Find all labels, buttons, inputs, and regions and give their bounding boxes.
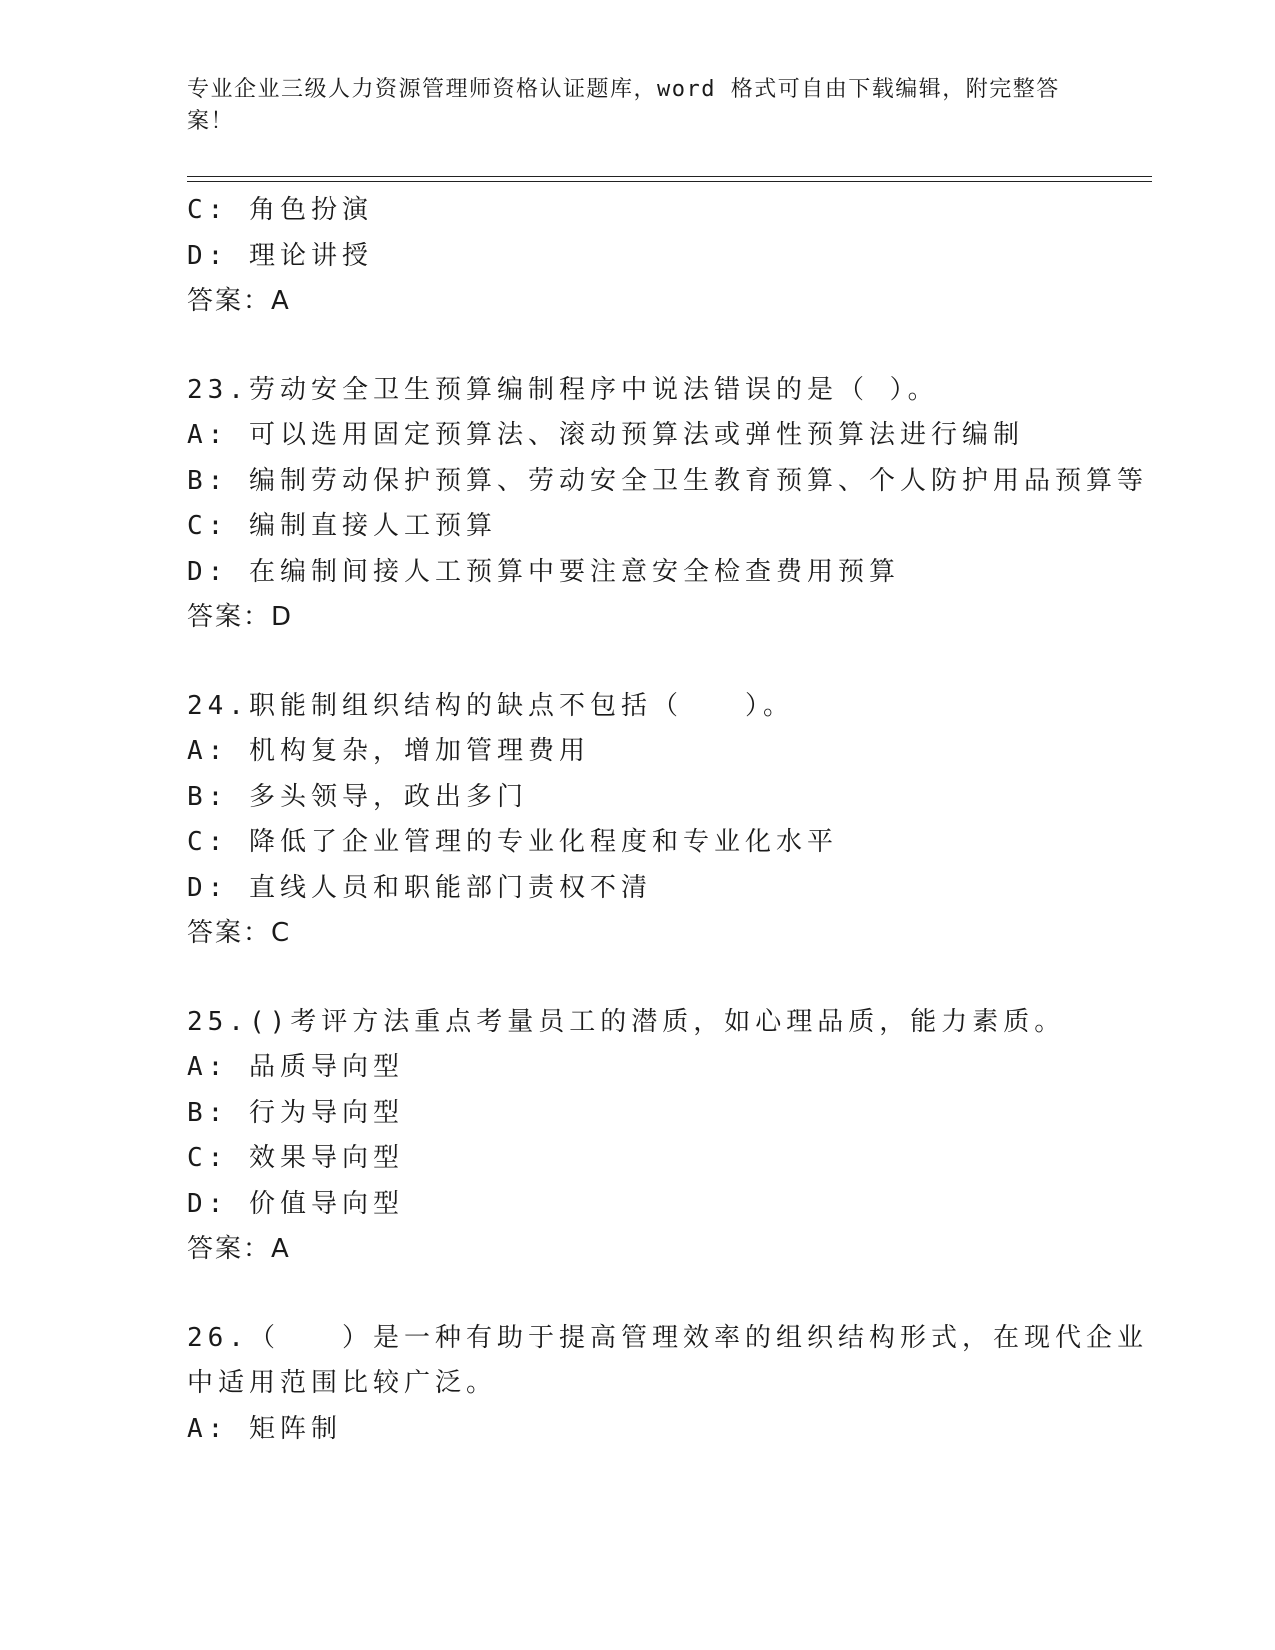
option-b: B: 编制劳动保护预算、劳动安全卫生教育预算、个人防护用品预算等 — [187, 465, 1148, 496]
question-stem: 23.劳动安全卫生预算编制程序中说法错误的是（ ）。 — [187, 374, 939, 405]
option-c: C: 编制直接人工预算 — [187, 511, 497, 541]
question-22-continued — [187, 188, 1087, 325]
option-d: D: 直线人员和职能部门责权不清 — [187, 872, 652, 903]
option-a: A: 可以选用固定预算法、滚动预算法或弹性预算法进行编制 — [187, 420, 1024, 450]
answer-line: 答案：D — [187, 602, 294, 632]
question-24 — [187, 684, 1087, 957]
header-divider-bottom — [187, 181, 1152, 182]
question-23 — [187, 368, 1148, 641]
option-d: D: 在编制间接人工预算中要注意安全检查费用预算 — [187, 556, 900, 587]
option-a: A: 机构复杂，增加管理费用 — [187, 736, 590, 766]
option-a: A: 品质导向型 — [187, 1052, 404, 1082]
answer-line: 答案：A — [187, 286, 291, 316]
question-26 — [187, 1316, 1148, 1453]
option-d: D: 价值导向型 — [187, 1188, 404, 1219]
answer-line: 答案：A — [187, 1234, 291, 1264]
answer-line: 答案：C — [187, 918, 292, 948]
option-c: C: 角色扮演 — [187, 195, 373, 225]
option-d: D: 理论讲授 — [187, 240, 373, 271]
option-b: B: 行为导向型 — [187, 1097, 404, 1128]
option-a: A: 矩阵制 — [187, 1413, 342, 1444]
option-c: C: 效果导向型 — [187, 1143, 404, 1173]
page-header: 专业企业三级人力资源管理师资格认证题库，word 格式可自由下载编辑，附完整答案！ — [187, 77, 1060, 134]
question-list — [187, 188, 1148, 1452]
question-stem-line-1: 26.（ ）是一种有助于提高管理效率的组织结构形式，在现代企业 — [187, 1322, 1148, 1353]
question-stem: 25.()考评方法重点考量员工的潜质，如心理品质，能力素质。 — [187, 1006, 1066, 1037]
question-stem: 24.职能制组织结构的缺点不包括（ ）。 — [187, 690, 794, 721]
option-c: C: 降低了企业管理的专业化程度和专业化水平 — [187, 827, 838, 857]
option-b: B: 多头领导，政出多门 — [187, 781, 528, 812]
question-stem-line-2: 中适用范围比较广泛。 — [187, 1368, 498, 1398]
question-25 — [187, 1000, 1087, 1273]
header-divider-top — [187, 176, 1152, 177]
